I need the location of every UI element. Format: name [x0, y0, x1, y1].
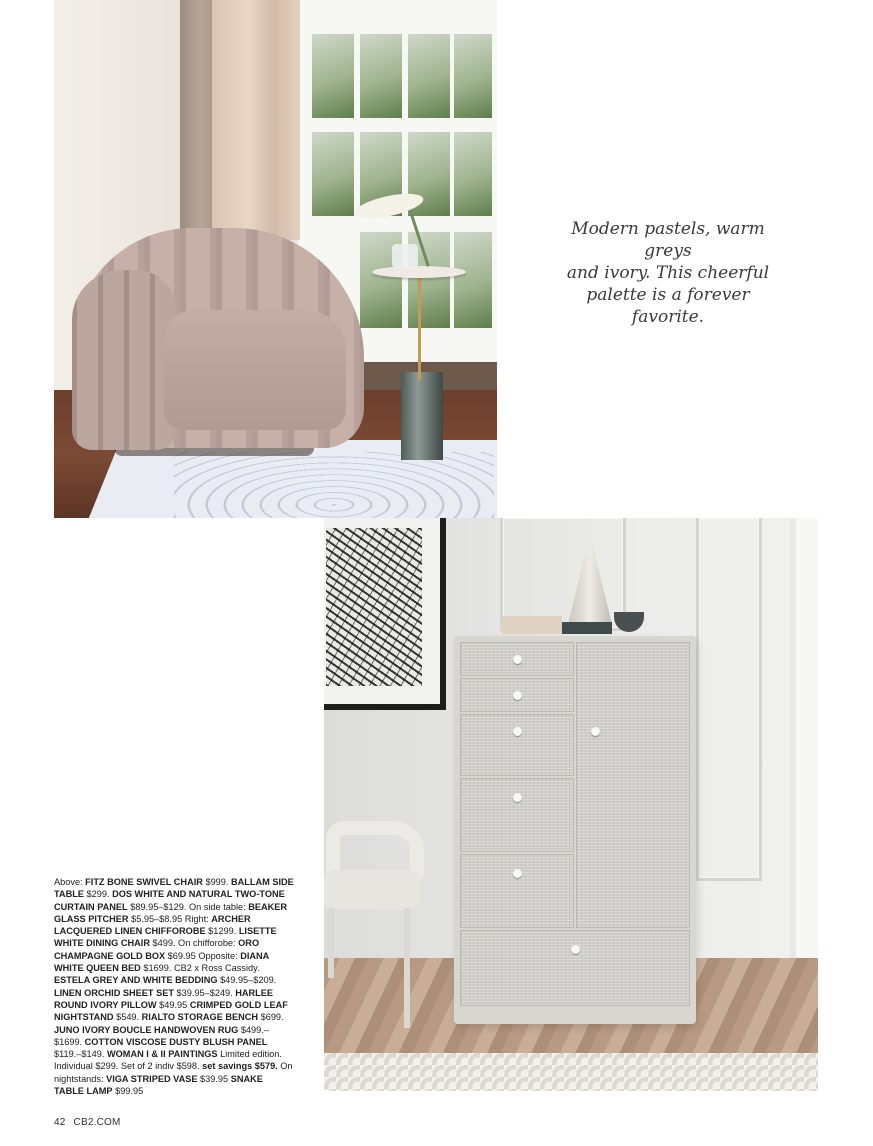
caption-text: On nightstands:: [54, 1061, 293, 1084]
caption-text: $39.95–$249.: [173, 987, 236, 998]
window: [790, 518, 818, 958]
chair-leg: [328, 908, 334, 978]
caption-text: $39.95: [197, 1073, 231, 1084]
product-name: DIANA WHITE QUEEN BED: [54, 950, 269, 974]
page-number: 42: [54, 1117, 66, 1128]
side-table-top: [372, 266, 466, 278]
product-name: WOMAN I & II PAINTINGS: [106, 1049, 218, 1060]
cabinet-door: [576, 642, 690, 928]
caption-text: $499.–$1699.: [54, 1024, 269, 1047]
product-name: LINEN ORCHID SHEET SET: [54, 987, 174, 998]
photo-chifforobe: [324, 518, 818, 1091]
boucle-rug: [324, 1053, 818, 1091]
painting-frame: [324, 518, 446, 710]
caption-text: $69.95 Opposite:: [165, 950, 241, 961]
chair-seat: [164, 310, 346, 430]
side-table-rod: [418, 276, 421, 380]
product-name: RIALTO STORAGE BENCH: [141, 1012, 259, 1023]
product-caption: [54, 876, 294, 1097]
caption-text: $699.: [258, 1012, 284, 1023]
glass-pitcher: [392, 244, 418, 268]
product-name: ESTELA GREY AND WHITE BEDDING: [54, 975, 218, 986]
caption-text: $1299.: [205, 926, 239, 937]
caption-text: $49.95–$209.: [217, 975, 277, 986]
product-name: ARCHER LACQUERED LINEN CHIFFOROBE: [54, 913, 251, 937]
product-name: HARLEE ROUND IVORY PILLOW: [54, 987, 274, 1010]
product-name: CRIMPED GOLD LEAF NIGHTSTAND: [54, 999, 288, 1023]
caption-text: $549.: [113, 1012, 142, 1023]
product-name: VIGA STRIPED VASE: [106, 1073, 198, 1084]
drawer: [460, 714, 574, 776]
tagline: Modern pastels, warm greys and ivory. This cheerful palette is a forever favorite.: [566, 219, 770, 327]
painting-mat: [324, 518, 440, 704]
chair-arm: [72, 270, 176, 450]
caption-text: $499. On chifforobe:: [149, 938, 239, 949]
rug-pattern: [174, 452, 494, 518]
product-name: set savings $579.: [202, 1061, 278, 1072]
curtain-panel: [212, 0, 300, 240]
bottom-drawer: [460, 930, 690, 1006]
site-link[interactable]: CB2.COM: [73, 1117, 121, 1128]
caption-text: $49.95: [156, 999, 190, 1010]
drawer: [460, 678, 574, 712]
book: [562, 622, 612, 634]
product-name: BEAKER GLASS PITCHER: [54, 901, 288, 924]
product-name: FITZ BONE SWIVEL CHAIR: [85, 877, 203, 887]
chair-leg: [404, 908, 410, 1028]
caption-text: $99.95: [112, 1086, 144, 1097]
product-name: ORO CHAMPAGNE GOLD BOX: [54, 938, 260, 961]
drawer: [460, 778, 574, 852]
caption-text: $999.: [202, 877, 232, 887]
page-footer: [54, 1117, 121, 1128]
caption-text: $5.95–$8.95 Right:: [128, 913, 212, 924]
caption-text: $299.: [83, 889, 113, 900]
book: [502, 616, 562, 634]
caption-text: $1699. CB2 x Ross Cassidy.: [140, 963, 260, 974]
chifforobe: [454, 636, 696, 1024]
product-name: BALLAM SIDE TABLE: [54, 877, 294, 900]
photo-swivel-chair: [54, 0, 497, 518]
drawer: [460, 854, 574, 928]
product-name: JUNO IVORY BOUCLE HANDWOVEN RUG: [54, 1024, 239, 1035]
caption-text: $89.95–$129. On side table:: [127, 901, 249, 912]
caption-text: Above:: [54, 877, 86, 887]
product-name: COTTON VISCOSE DUSTY BLUSH PANEL: [84, 1036, 268, 1047]
dining-chair-seat: [324, 870, 420, 910]
caption-text: Limited edition. Individual $299. Set of 2 indiv $598.: [54, 1049, 282, 1072]
painting: [326, 528, 422, 686]
drawer: [460, 642, 574, 676]
product-name: DOS WHITE AND NATURAL TWO-TONE CURTAIN PANEL: [54, 889, 285, 912]
curtain-dark: [180, 0, 214, 232]
side-table-base: [401, 372, 443, 460]
product-name: LISETTE WHITE DINING CHAIR: [54, 926, 277, 949]
product-name: SNAKE TABLE LAMP: [54, 1073, 263, 1097]
caption-text: $119.–$149.: [54, 1049, 107, 1060]
wall-molding: [696, 518, 762, 881]
